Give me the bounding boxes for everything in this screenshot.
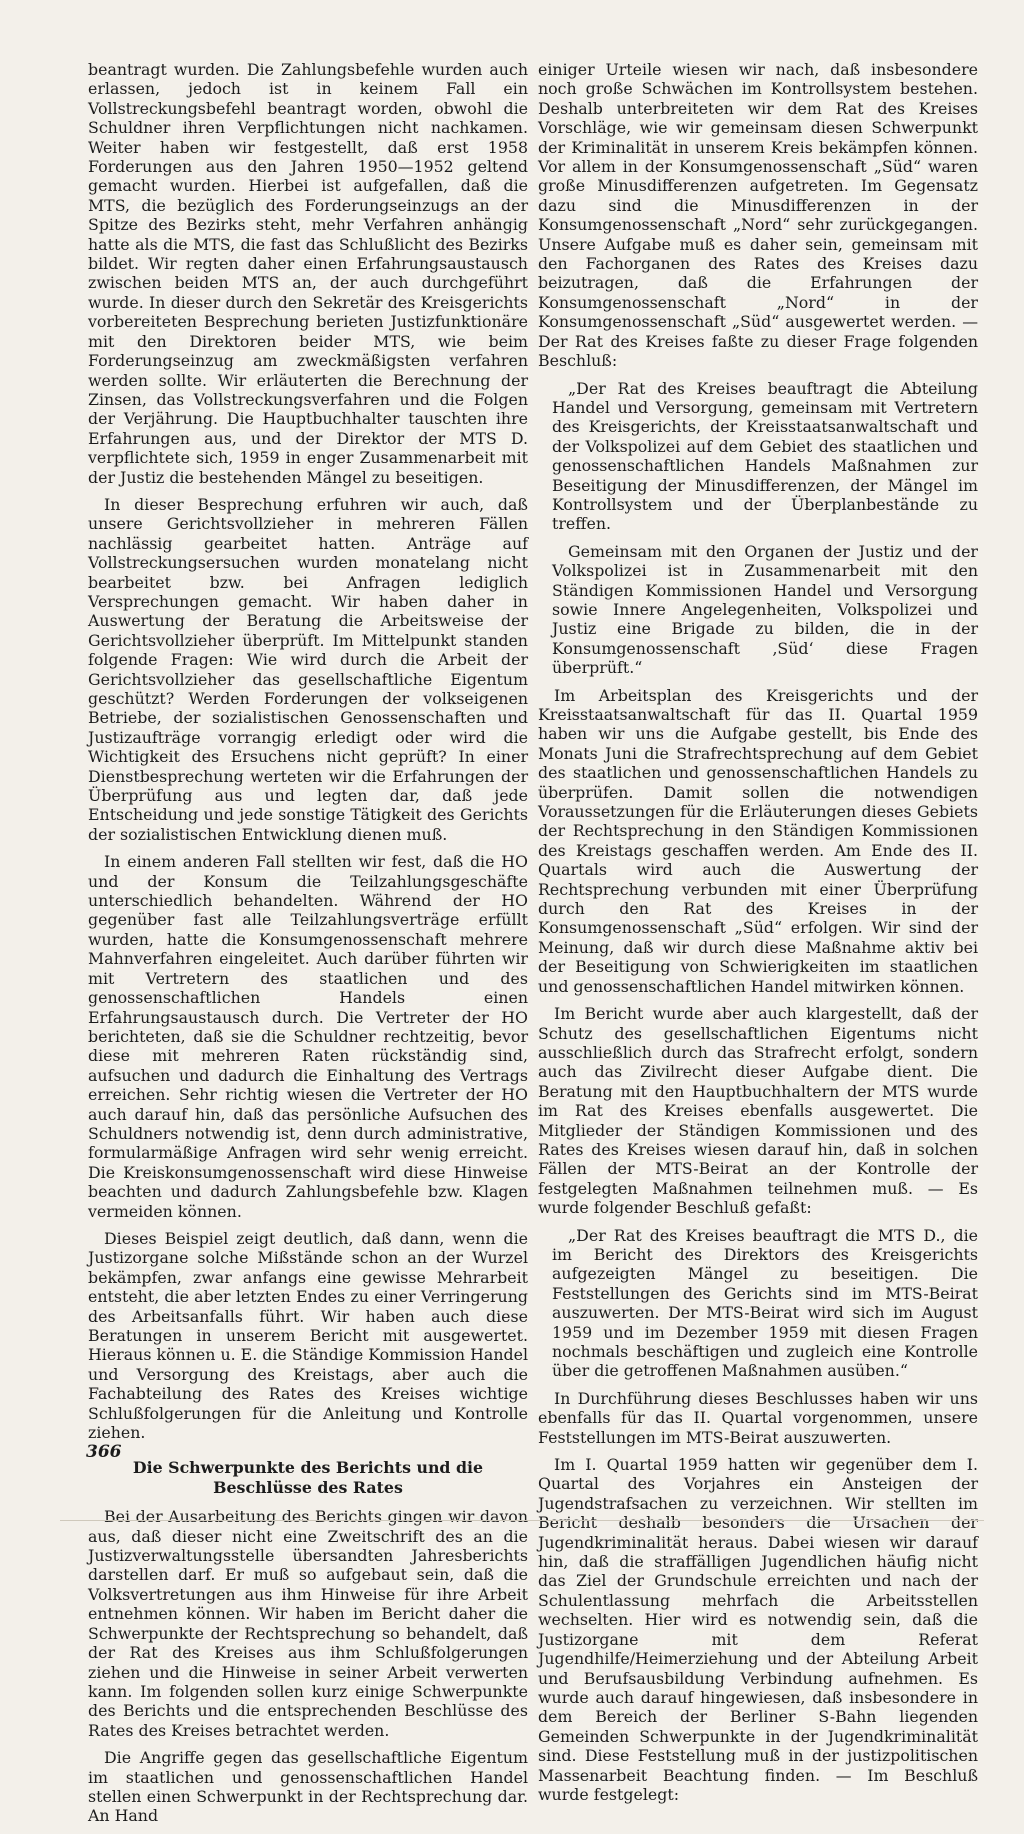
quote-paragraph: „Der Rat des Kreises beauftragt die Abteilung Handel und Versorgung, gemeinsam mit Vertretern des Kreisgerichts, der Kreisstaatsanwaltschaft und der Volkspolizei auf dem Gebiet des staatlichen und genossenschaftlichen Handels Maßnahmen zur Beseitigung der Minusdifferenzen, der Mängel im Kontrollsystem und der Überplanbestände zu treffen.: [552, 378, 978, 534]
paragraph: Bei der Ausarbeitung des Berichts gingen wir davon aus, daß dieser nicht eine Zweitschrift des an die Justizverwaltungsstelle übersandten Jahresberichts darstellen darf. Er muß so aufgebaut sein, daß die Volksvertretungen aus ihm Hinweise für ihre Arbeit entnehmen können. Wir haben im Bericht daher die Schwerpunkte der Rechtsprechung so behandelt, daß der Rat des Kreises aus ihm Schlußfolgerungen ziehen und die Hinweise in seiner Arbeit verwerten kann. Im folgenden sollen kurz einige Schwerpunkte des Berichts und die entsprechenden Beschlüsse des Rates des Kreises betrachtet werden.: [88, 1507, 528, 1740]
paragraph: Im Bericht wurde aber auch klargestellt, daß der Schutz des gesellschaftlichen Eigentums nicht ausschließlich durch das Strafrecht erfolgt, sondern auch das Zivilrecht dieser Aufgabe dient. Die Beratung mit den Hauptbuchhaltern der MTS wurde im Rat des Kreises ebenfalls ausgewertet. Die Mitglieder der Ständigen Kommissionen und des Rates des Kreises wiesen darauf hin, daß in solchen Fällen der MTS-Beirat an der Kontrolle der festgelegten Maßnahmen teilnehmen muß. — Es wurde folgender Beschluß gefaßt:: [538, 1004, 978, 1218]
paragraph: Dieses Beispiel zeigt deutlich, daß dann, wenn die Justizorgane solche Mißstände schon an der Wurzel bekämpfen, zwar anfangs eine gewisse Mehrarbeit entsteht, die aber letzten Endes zu einer Verringerung des Arbeitsanfalls führt. Wir haben auch diese Beratungen in unserem Bericht mit ausgewertet. Hieraus können u. E. die Ständige Kommission Handel und Versorgung des Kreistags, aber auch die Fachabteilung des Rates des Kreises wichtige Schlußfolgerungen für die Anleitung und Kontrolle ziehen.: [88, 1228, 528, 1443]
paragraph: einiger Urteile wiesen wir nach, daß insbesondere noch große Schwächen im Kontrollsystem bestehen. Deshalb unterbreiteten wir dem Rat des Kreises Vorschläge, wie wir gemeinsam diesen Schwerpunkt der Kriminalität in unserem Kreis bekämpfen können. Vor allem in der Konsumgenossenschaft „Süd“ waren große Minusdifferenzen aufgetreten. Im Gegensatz dazu sind die Minusdifferenzen in der Konsumgenossenschaft „Nord“ sehr zurückgegangen. Unsere Aufgabe muß es daher sein, gemeinsam mit den Fachorganen des Rates des Kreises dazu beizutragen, daß die Erfahrungen der Konsumgenossenschaft „Nord“ in der Konsumgenossenschaft „Süd“ ausgewertet werden. — Der Rat des Kreises faßte zu dieser Frage folgenden Beschluß:: [538, 60, 978, 371]
paragraph: Die Angriffe gegen das gesellschaftliche Eigentum im staatlichen und genossenschaftlichen Handel stellen einen Schwerpunkt in der Rechtsprechung dar. An Hand: [88, 1748, 528, 1826]
paragraph: beantragt wurden. Die Zahlungsbefehle wurden auch erlassen, jedoch ist in keinem Fall ein Vollstreckungsbefehl beantragt worden, obwohl die Schuldner ihren Verpflichtungen nicht nachkamen. Weiter haben wir festgestellt, daß erst 1958 Forderungen aus den Jahren 1950—1952 geltend gemacht wurden. Hierbei ist aufgefallen, daß die MTS, die bezüglich des Forderungseinzugs an der Spitze des Bezirks steht, mehr Verfahren anhängig hatte als die MTS, die fast das Schlußlicht des Bezirks bildet. Wir regten daher einen Erfahrungsaustausch zwischen beiden MTS an, der auch durchgeführt wurde. In dieser durch den Sekretär des Kreisgerichts vorbereiteten Besprechung berieten Justizfunktionäre mit den Direktoren beider MTS, wie beim Forderungseinzug am zweckmäßigsten verfahren werden sollte. Wir erläuterten die Berechnung der Zinsen, das Vollstreckungsverfahren und die Folgen der Verjährung. Die Hauptbuchhalter tauschten ihre Erfahrungen aus, und der Direktor der MTS D. verpflichtete sich, 1959 in enger Zusammenarbeit mit der Justiz die bestehenden Mängel zu beseitigen.: [88, 60, 528, 487]
bottom-rule: [60, 1520, 984, 1521]
paragraph: Im Arbeitsplan des Kreisgerichts und der Kreisstaatsanwaltschaft für das II. Quartal 1959 haben wir uns die Aufgabe gestellt, bis Ende des Monats Juni die Strafrechtsprechung auf dem Gebiet des staatlichen und genossenschaftlichen Handels zu überprüfen. Damit sollen die notwendigen Voraussetzungen für die Erläuterungen dieses Gebiets der Rechtsprechung in den Ständigen Kommissionen des Kreistags geschaffen werden. Am Ende des II. Quartals wird auch die Auswertung der Rechtsprechung verbunden mit einer Überprüfung durch den Rat des Kreises in der Konsumgenossenschaft „Süd“ erfolgen. Wir sind der Meinung, daß wir durch diese Maßnahme aktiv bei der Beseitigung von Schwierigkeiten im staatlichen und genossenschaftlichen Handel mitwirken können.: [538, 685, 978, 996]
resolution-quote: [552, 1226, 978, 1381]
left-column: [88, 60, 528, 1834]
paragraph: Im I. Quartal 1959 hatten wir gegenüber dem I. Quartal des Vorjahres ein Ansteigen der Jugendstrafsachen zu verzeichnen. Wir stellten im Bericht deshalb besonders die Ursachen der Jugendkriminalität heraus. Dabei wiesen wir darauf hin, daß die straffälligen Jugendlichen häufig nicht das Ziel der Grundschule erreichten und nach der Schulentlassung mehrfach die Arbeitsstellen wechselten. Hier wird es notwendig sein, daß die Justizorgane mit dem Referat Jugendhilfe/Heimerziehung und der Abteilung Arbeit und Berufsausbildung Verbindung aufnehmen. Es wurde auch darauf hingewiesen, daß insbesondere in dem Bereich der Berliner S-Bahn liegenden Gemeinden Schwerpunkte in der Jugendkriminalität sind. Diese Feststellung muß in der justizpolitischen Massenarbeit Beachtung finden. — Im Beschluß wurde festgelegt:: [538, 1455, 978, 1804]
page-number: 366: [86, 1442, 122, 1462]
right-column: [538, 60, 978, 1812]
quote-paragraph: „Der Rat des Kreises beauftragt die MTS D., die im Bericht des Direktors des Kreisgerichts aufgezeigten Mängel zu beseitigen. Die Feststellungen des Gerichts sind im MTS-Beirat auszuwerten. Der MTS-Beirat wird sich im August 1959 und im Dezember 1959 mit diesen Fragen nochmals beschäftigen und zugleich eine Kontrolle über die getroffenen Maßnahmen ausüben.“: [552, 1225, 978, 1381]
paragraph: In dieser Besprechung erfuhren wir auch, daß unsere Gerichtsvollzieher in mehreren Fällen nachlässig gearbeitet hatten. Anträge auf Vollstreckungsersuchen wurden monatelang nicht bearbeitet bzw. bei Anfragen lediglich Versprechungen gemacht. Wir haben daher in Auswertung der Beratung die Arbeitsweise der Gerichtsvollzieher überprüft. Im Mittelpunkt standen folgende Fragen: Wie wird durch die Arbeit der Gerichtsvollzieher das gesellschaftliche Eigentum geschützt? Werden Forderungen der volkseigenen Betriebe, der sozialistischen Genossenschaften und Justizaufträge vorrangig erledigt oder wird die Wichtigkeit des Ersuchens nicht geprüft? In einer Dienstbesprechung werteten wir die Erfahrungen der Überprüfung aus und legten dar, daß jede Entscheidung und jede sonstige Tätigkeit des Gerichts der sozialistischen Entwicklung dienen muß.: [88, 494, 528, 844]
paragraph: In Durchführung dieses Beschlusses haben wir uns ebenfalls für das II. Quartal vorgenommen, unsere Feststellungen im MTS-Beirat auszuwerten.: [538, 1388, 978, 1447]
quote-paragraph: Gemeinsam mit den Organen der Justiz und der Volkspolizei ist in Zusammenarbeit mit den Ständigen Kommissionen Handel und Versorgung sowie Innere Angelegenheiten, Volkspolizei und Justiz eine Brigade zu bilden, die in der Konsumgenossenschaft ‚Süd‘ diese Fragen überprüft.“: [552, 541, 978, 678]
paragraph: In einem anderen Fall stellten wir fest, daß die HO und der Konsum die Teilzahlungsgeschäfte unterschiedlich behandelten. Während der HO gegenüber fast alle Teilzahlungsverträge erfüllt wurden, hatte die Konsumgenossenschaft mehrere Mahnverfahren eingeleitet. Auch darüber führten wir mit Vertretern des staatlichen und des genossenschaftlichen Handels einen Erfahrungsaustausch durch. Die Vertreter der HO berichteten, daß sie die Schuldner rechtzeitig, bevor diese mit mehreren Raten rückständig sind, aufsuchen und dadurch die Einhaltung des Vertrags erreichen. Sehr richtig wiesen die Vertreter der HO auch darauf hin, daß das persönliche Aufsuchen des Schuldners notwendig ist, denn durch administrative, formularmäßige Anfragen wird sehr wenig erreicht. Die Kreiskonsumgenossenschaft wird diese Hinweise beachten und dadurch Zahlungsbefehle bzw. Klagen vermeiden können.: [88, 852, 528, 1221]
section-heading: Die Schwerpunkte des Berichts und die Beschlüsse des Rates: [132, 1458, 484, 1497]
resolution-quote: [552, 379, 978, 678]
